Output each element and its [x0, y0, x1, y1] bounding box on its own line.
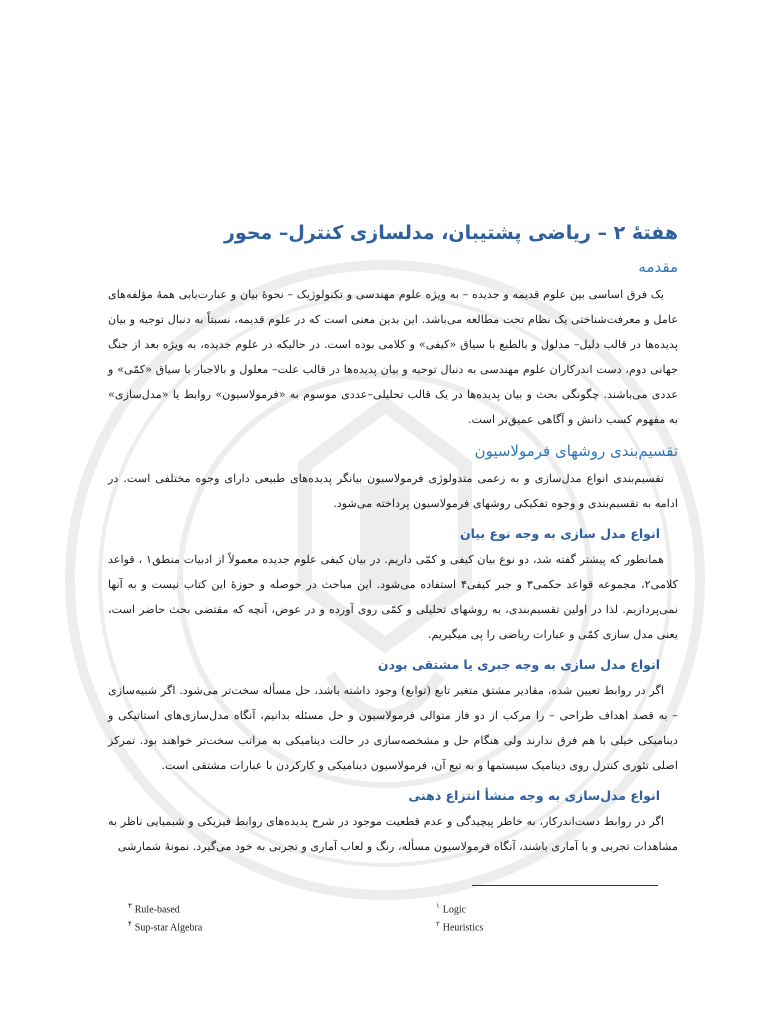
footnote-1	[436, 902, 466, 915]
footnote-text: Logic	[442, 904, 467, 916]
section-heading-intro: مقدمه	[638, 258, 678, 276]
document-page	[108, 222, 678, 859]
footnote-text: Heuristics	[442, 922, 484, 934]
footnote-3	[128, 902, 180, 915]
paragraph-abstraction: اگر در روابط دست‌اندرکار، به خاطر پیچیدگی و عدم قطعیت موجود در شرح پدیده‌های روابط فیزیکی و شیمیایی ناظر به مشاهدات تجربی و یا آماری باشند، آنگاه فرمولاسیون مسأله، رنگ و لعاب آماری و تجربی به خود می‌گیرد. نمونهٔ شمارشی	[108, 815, 678, 853]
footnote-mark: ۲	[436, 920, 440, 928]
section-heading-classification: تقسیم‌بندی روشهای فرمولاسیون	[474, 442, 678, 460]
chapter-title: هفتهٔ ۲ – ریاضی پشتیبان، مدلسازی کنترل– محور	[223, 222, 678, 244]
paragraph-classification: تقسیم‌بندی انواع مدل‌سازی و به زعمی متدولوژی فرمولاسیون بیانگر پدیده‌های طبیعی دارای وجوه مختلفی است. در ادامه به تقسیم‌بندی و وجوه تفکیکی روشهای فرمولاسیون پرداخته می‌شود.	[108, 472, 678, 510]
footnote-text: Rule-based	[134, 904, 180, 916]
paragraph-intro: یک فرق اساسی بین علوم قدیمه و جدیده – به ویژه علوم مهندسی و تکنولوژیک – نحوهٔ بیان و عبارت‌یابی همهٔ مؤلفه‌های عامل و معرفت‌شناختی یک نظام تحت مطالعه می‌باشد. این بدین معنی است که در علوم قدیمه، نسبتاً به دنبال توجیه و بیان پدیده‌ها در قالب دلیل– مدلول و بالطبع با سیاق «کیفی» و کلامی بوده است. در حالیکه در علوم جدیده، به ویژه بعد از جنگ جهانی دوم، دست اندرکاران علوم مهندسی به دنبال توجیه و بیان پدیده‌ها در قالب علت– معلول و بالاجبار با سیاق «کمّی» و عددی می‌باشند. چگونگی بحث و بیان پدیده‌ها در یک قالب تحلیلی–عددی موسوم به «فرمولاسیون» روابط یا «مدل‌سازی» به مفهوم کسب دانش و آگاهی عمیق‌تر است.	[108, 288, 678, 426]
footnote-2	[436, 920, 483, 933]
footnote-mark: ۳	[128, 902, 132, 910]
footnote-4	[128, 920, 202, 933]
footnote-mark: ۱	[436, 902, 440, 910]
footnote-mark: ۴	[128, 920, 132, 928]
paragraph-expression: همانطور که پیشتر گفته شد، دو نوع بیان کیفی و کمّی داریم. در بیان کیفی علوم جدیده معمولاً از ادبیات منطق۱ ، قواعد کلامی۲، مجموعه قواعد حکمی۳ و جبر کیفی۴ استفاده می‌شود. این مباحث در حوصله و حوزهٔ این کتاب نیست و به آنها نمی‌پردازیم. لذا در اولین تقسیم‌بندی، به روشهای تحلیلی و کمّی روی آورده و در عوض، آنچه که مقتضی بحث حاضر است، یعنی مدل سازی کمّی و عبارات ریاضی را پی میگیریم.	[108, 553, 678, 641]
subsection-heading-abstraction: انواع مدل‌سازی به وجه منشأ انتزاع ذهنی	[408, 788, 660, 803]
subsection-heading-algebraic: انواع مدل سازی به وجه جبری یا مشتقی بودن	[377, 657, 660, 672]
footnote-separator	[472, 885, 658, 886]
subsection-heading-expression: انواع مدل سازی به وجه نوع بیان	[459, 526, 660, 541]
footnote-text: Sup-star Algebra	[134, 922, 203, 934]
paragraph-algebraic: اگر در روابط تعیین شده، مقادیر مشتق متغیر تابع (توابع) وجود داشته باشد، حل مسأله سخت‌تر می‌شود. اگر شبیه‌سازی – به قصد اهداف طراحی – را مرکب از دو فاز متوالی فرمولاسیون و حل مسئله بدانیم، آنگاه مدل‌سازی‌های استاتیکی و دینامیکی خیلی با هم فرق ندارند ولی هنگام حل و مشخصه‌سازی در حالت دینامیکی به مراتب سخت‌تر خواهند بود. تمرکز اصلی تئوری کنترل روی دینامیک سیستمها و به تبع آن، فرمولاسیون دینامیکی و کارکردن با عبارات مشتقی است.	[108, 684, 678, 772]
